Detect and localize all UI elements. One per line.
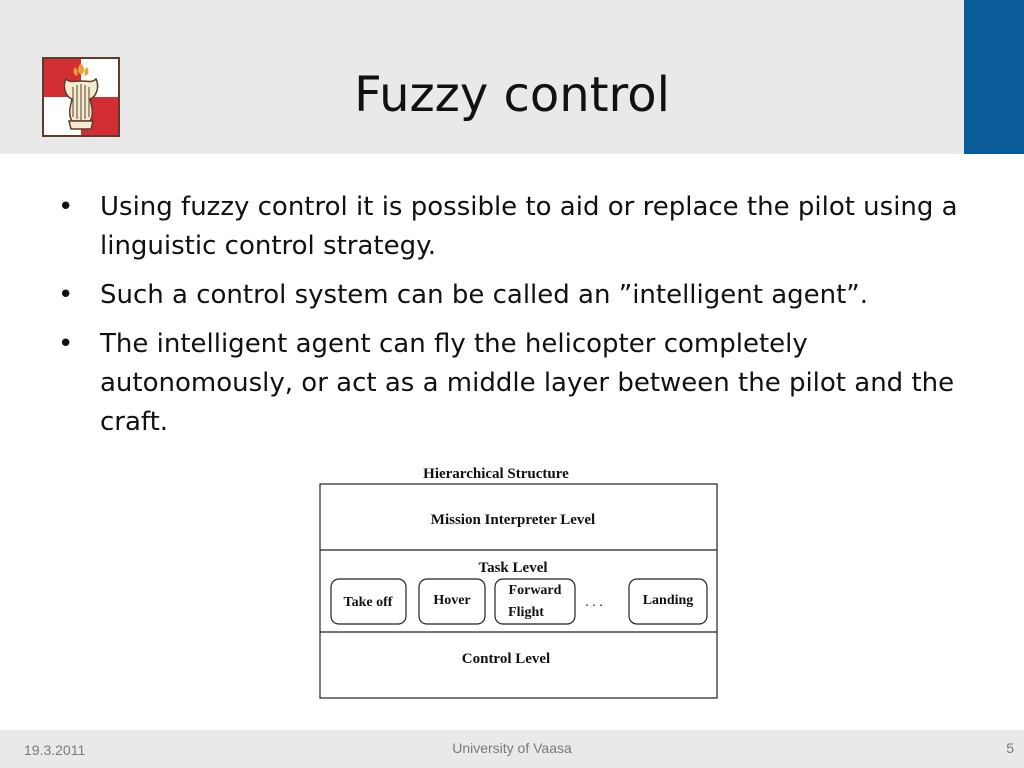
bullet-text: The intelligent agent can fly the helicopter completely autonomously, or act as a middle layer between the pilot and the craft. [100, 329, 955, 437]
footer-organization: University of Vaasa [452, 740, 572, 756]
slide-header [0, 0, 1024, 154]
hierarchical-structure-diagram [318, 461, 719, 700]
task-box-label: Take off [343, 595, 393, 610]
page-number: 5 [1006, 740, 1014, 756]
task-ellipsis: . . . [585, 595, 603, 610]
bullet-item [56, 188, 976, 266]
mission-interpreter-level-label: Mission Interpreter Level [430, 512, 596, 528]
task-box [419, 579, 485, 624]
task-box-label: Forward [508, 583, 562, 598]
control-level-label: Control Level [461, 651, 551, 667]
diagram-title: Hierarchical Structure [423, 466, 569, 482]
task-box [331, 579, 406, 624]
bullet-dot-icon: • [58, 192, 74, 222]
task-level-label: Task Level [478, 560, 548, 576]
university-torch-logo-icon [42, 57, 120, 137]
bullet-text: Using fuzzy control it is possible to aid or replace the pilot using a linguistic control strategy. [100, 192, 958, 261]
bullet-text: Such a control system can be called an ”intelligent agent”. [100, 280, 869, 310]
bullet-dot-icon: • [58, 329, 74, 359]
bullet-list [56, 188, 976, 452]
task-box-label: Flight [508, 605, 544, 620]
bullet-item [56, 276, 976, 315]
task-box [495, 579, 575, 624]
header-accent-bar [964, 0, 1024, 154]
task-box-label: Hover [433, 593, 471, 608]
task-box-label: Landing [642, 593, 694, 608]
task-box [629, 579, 707, 624]
slide-title: Fuzzy control [354, 67, 670, 123]
slide-footer [0, 730, 1024, 768]
footer-date: 19.3.2011 [24, 742, 86, 758]
bullet-item [56, 325, 976, 442]
bullet-dot-icon: • [58, 280, 74, 310]
